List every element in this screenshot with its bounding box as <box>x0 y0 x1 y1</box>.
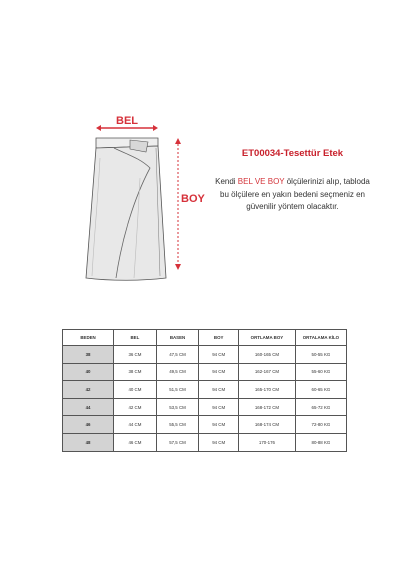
table-cell: 46 CM <box>114 433 157 451</box>
table-cell: 165-170 CM <box>239 381 296 399</box>
table-row <box>63 416 347 434</box>
table-cell: 55-60 KG <box>295 363 346 381</box>
table-cell: 94 CM <box>199 381 239 399</box>
table-cell: 65-72 KG <box>295 398 346 416</box>
header-bel: BEL <box>114 330 157 346</box>
size-cell: 48 <box>63 433 114 451</box>
table-cell: 170-176 <box>239 433 296 451</box>
table-row <box>63 398 347 416</box>
size-cell: 38 <box>63 346 114 364</box>
table-cell: 168-172 CM <box>239 398 296 416</box>
table-row <box>63 346 347 364</box>
size-chart-table <box>62 329 347 452</box>
header-ortalama-boy: ORTLAMA BOY <box>239 330 296 346</box>
table-cell: 50-55 KG <box>295 346 346 364</box>
header-beden: BEDEN <box>63 330 114 346</box>
table-cell: 160-165 CM <box>239 346 296 364</box>
table-cell: 72-80 KG <box>295 416 346 434</box>
size-cell: 46 <box>63 416 114 434</box>
table-cell: 49,5 CM <box>156 363 199 381</box>
table-cell: 53,5 CM <box>156 398 199 416</box>
size-cell: 40 <box>63 363 114 381</box>
table-cell: 94 CM <box>199 363 239 381</box>
instructions-text-start: Kendi <box>215 177 238 186</box>
table-cell: 51,5 CM <box>156 381 199 399</box>
bel-label: BEL <box>116 115 138 127</box>
table-cell: 40 CM <box>114 381 157 399</box>
boy-label: BOY <box>181 193 205 205</box>
table-cell: 57,5 CM <box>156 433 199 451</box>
skirt-body <box>86 146 166 280</box>
header-basen: BASEN <box>156 330 199 346</box>
table-cell: 36 CM <box>114 346 157 364</box>
table-cell: 44 CM <box>114 416 157 434</box>
table-cell: 55,5 CM <box>156 416 199 434</box>
size-cell: 44 <box>63 398 114 416</box>
size-cell: 42 <box>63 381 114 399</box>
instructions-text-end: ölçülerinizi alıp, tabloda bu ölçülere en yakın bedeni seçmeniz en güvenilir yöntem olacaktır. <box>220 177 370 211</box>
header-ortalama-kilo: ORTALAMA KİLO <box>295 330 346 346</box>
skirt-drawing <box>70 115 205 294</box>
table-cell: 80-88 KG <box>295 433 346 451</box>
measurement-instructions <box>215 176 370 214</box>
table-cell: 47,5 CM <box>156 346 199 364</box>
table-cell: 38 CM <box>114 363 157 381</box>
table-cell: 94 CM <box>199 433 239 451</box>
table-row <box>63 433 347 451</box>
table-cell: 162-167 CM <box>239 363 296 381</box>
table-cell: 60-65 KG <box>295 381 346 399</box>
header-boy: BOY <box>199 330 239 346</box>
table-cell: 94 CM <box>199 398 239 416</box>
table-cell: 168-174 CM <box>239 416 296 434</box>
skirt-illustration <box>70 115 205 294</box>
instructions-highlight: BEL VE BOY <box>237 177 285 186</box>
table-cell: 94 CM <box>199 416 239 434</box>
table-cell: 42 CM <box>114 398 157 416</box>
product-title: ET00034-Tesettür Etek <box>241 148 344 159</box>
table-row <box>63 363 347 381</box>
size-table-header <box>63 330 347 346</box>
table-row <box>63 381 347 399</box>
table-cell: 94 CM <box>199 346 239 364</box>
